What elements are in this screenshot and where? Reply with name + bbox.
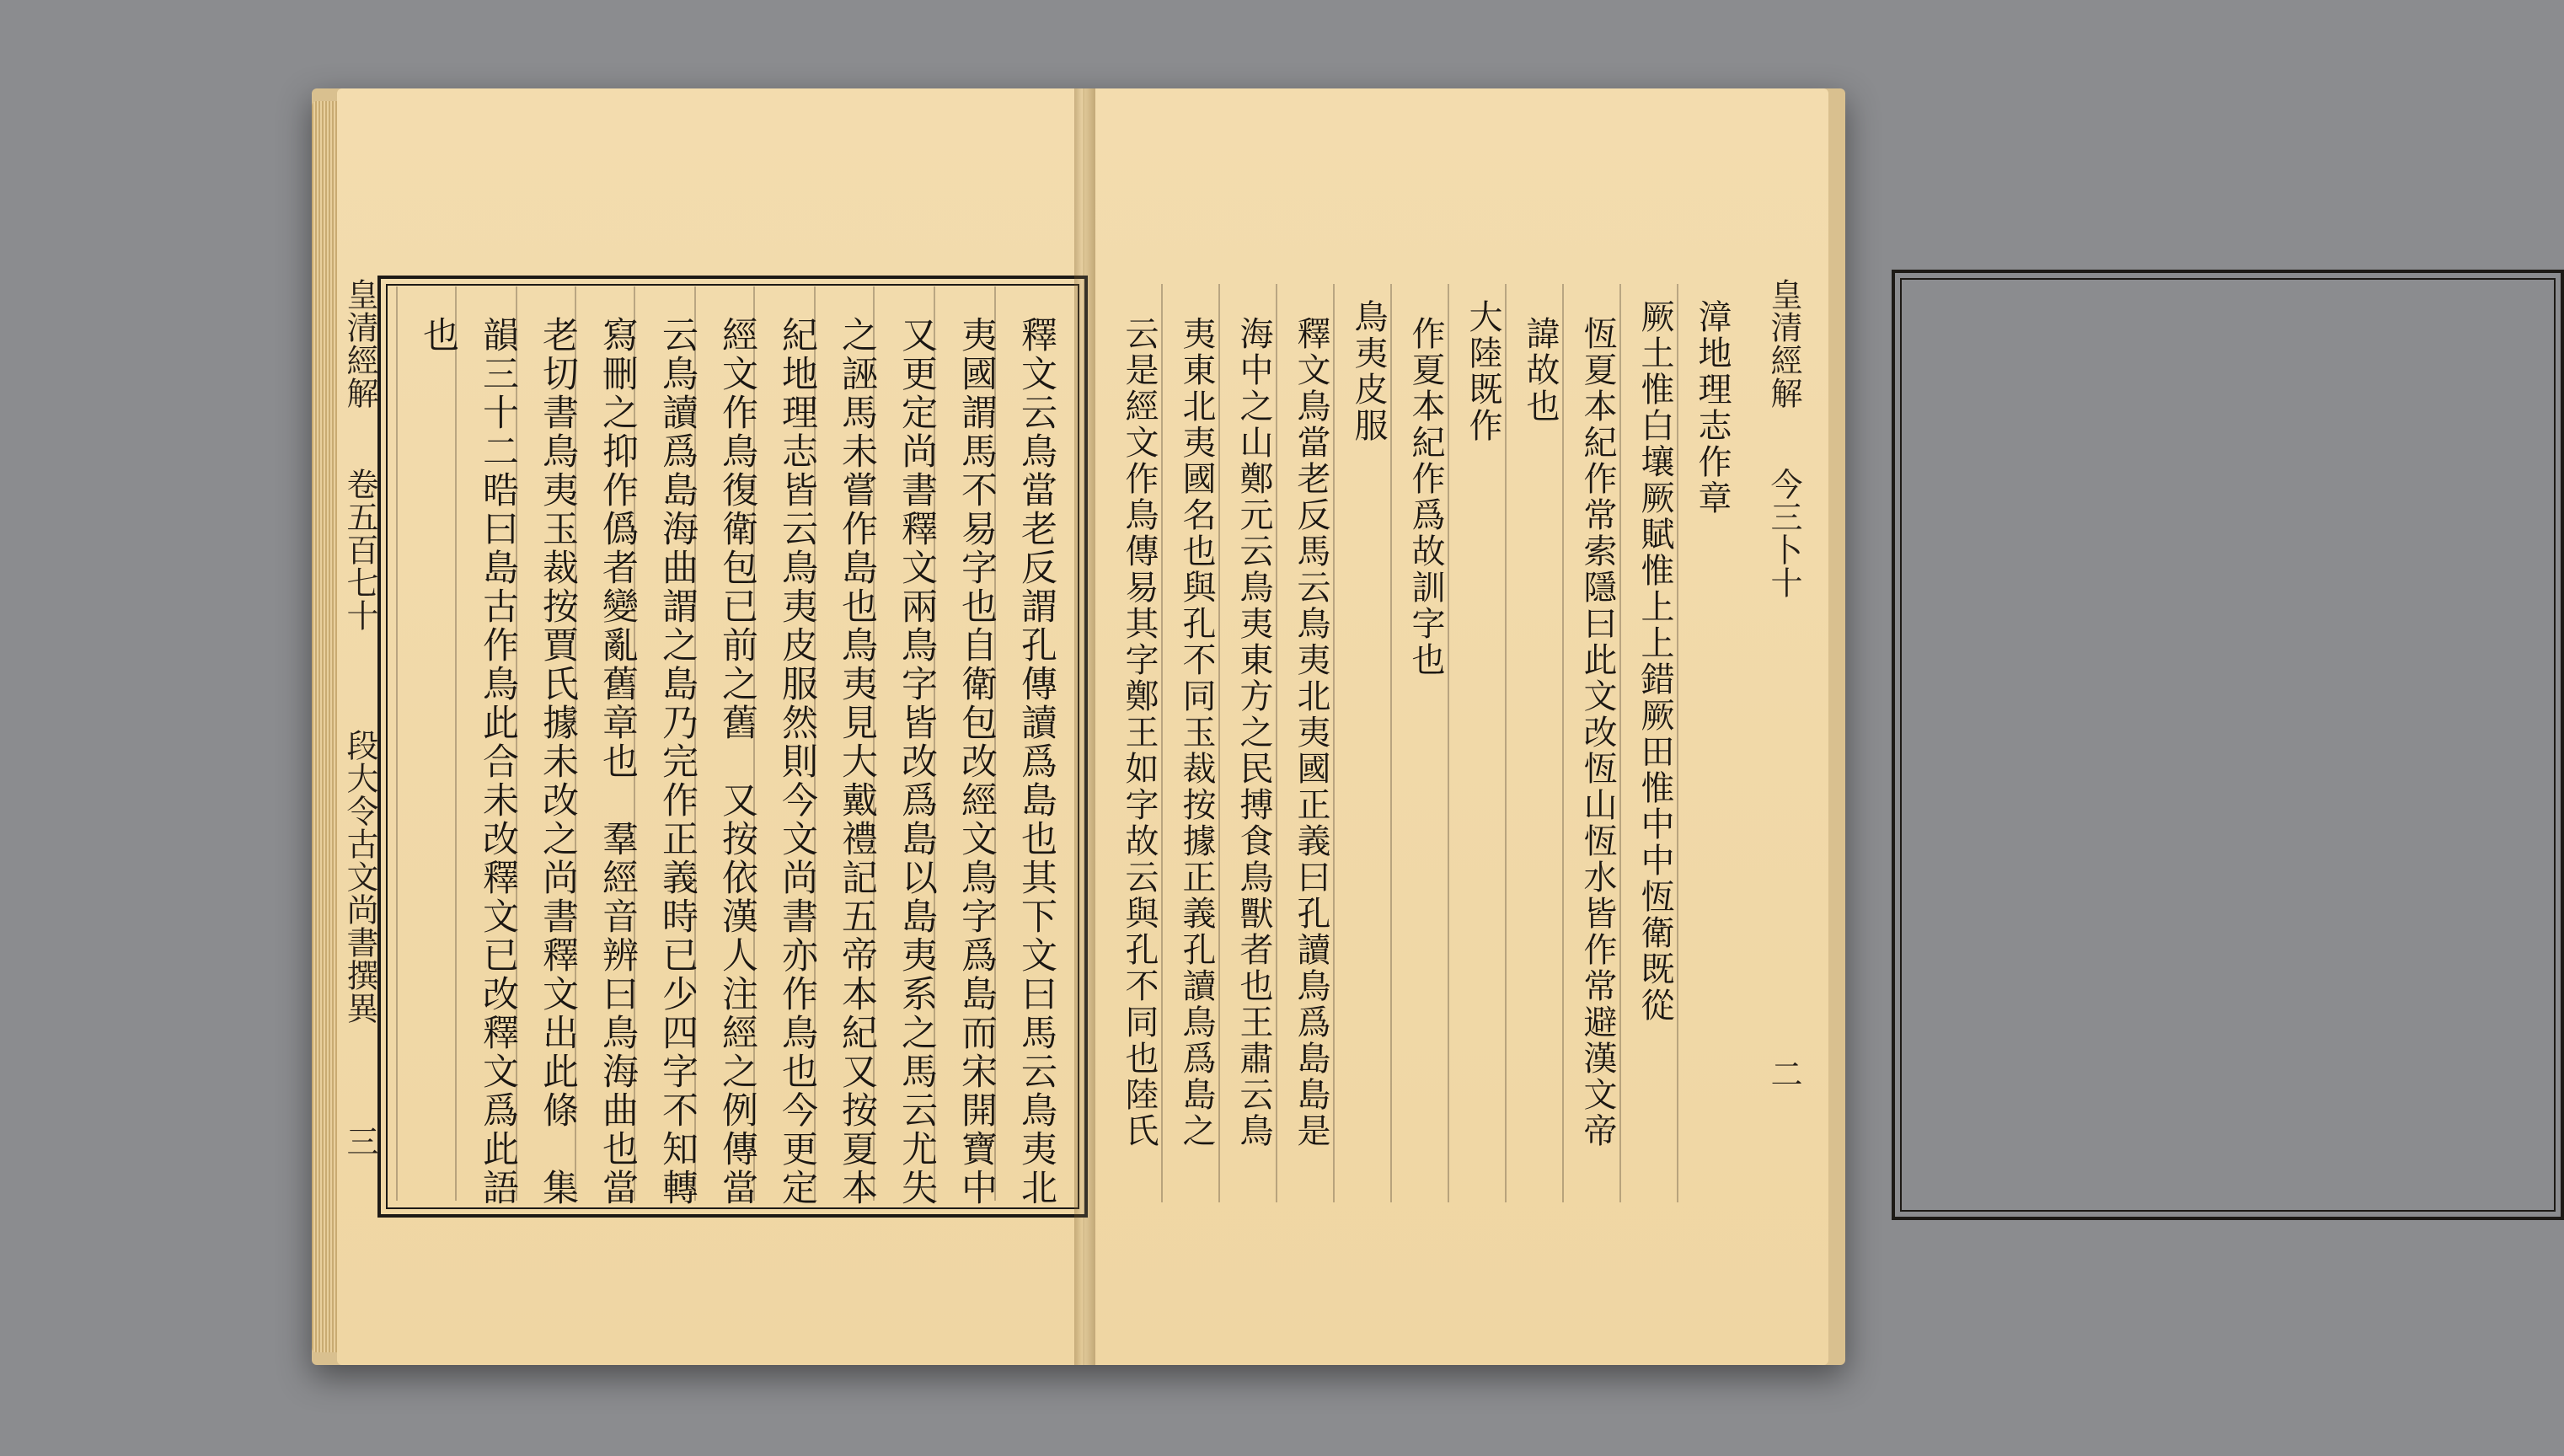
- right-rule: [1562, 284, 1564, 1202]
- left-text-column-8: 寫刪之抑作僞者變亂舊章也 羣經音辨曰鳥海曲也當: [597, 316, 639, 1207]
- right-rule: [1677, 284, 1678, 1202]
- right-text-column-2: 厥土惟白壤厥賦惟上上錯厥田惟中中恆衛既從: [1635, 299, 1674, 1024]
- right-page-frame: [1892, 270, 2564, 1220]
- right-text-column-1: 漳地理志作章: [1693, 299, 1732, 517]
- right-rule: [1619, 284, 1621, 1202]
- right-rule: [1390, 284, 1392, 1202]
- right-rule: [1333, 284, 1335, 1202]
- left-margin-title: 皇清經解: [341, 278, 378, 410]
- left-text-column-10: 韻三十二晧曰島古作鳥此合未改釋文已改釋文爲此語: [477, 316, 519, 1207]
- right-margin-section: 今三卜十: [1765, 468, 1802, 599]
- left-text-column-2: 夷國謂馬不易字也自衛包改經文鳥字爲島而宋開寶中: [955, 316, 998, 1207]
- left-text-column-4: 之誣馬未嘗作島也鳥夷見大戴禮記五帝本紀又按夏本: [836, 316, 878, 1207]
- right-text-column-4: 諱故也: [1521, 316, 1560, 425]
- left-text-column-9: 老切書鳥夷玉裁按賈氏據未改之尚書釋文出此條 集: [537, 316, 579, 1207]
- right-text-column-7: 鳥夷皮服: [1349, 299, 1388, 444]
- right-text-column-8: 釋文鳥當老反馬云鳥夷北夷國正義曰孔讀鳥爲島島是: [1292, 316, 1330, 1149]
- right-text-column-6: 作夏本紀作爲故訓字也: [1406, 316, 1445, 678]
- left-text-column-11: 也: [417, 316, 459, 355]
- left-margin-section: 卷五百七十: [341, 468, 378, 632]
- left-text-column-7: 云鳥讀爲島海曲謂之島乃完作正義時已少四字不知轉: [656, 316, 699, 1207]
- left-text-column-3: 又更定尚書釋文兩鳥字皆改爲島以島夷系之馬云尤失: [896, 316, 938, 1207]
- right-text-column-9: 海中之山鄭元云鳥夷東方之民搏食鳥獸者也王肅云鳥: [1234, 316, 1273, 1149]
- right-rule: [1505, 284, 1507, 1202]
- right-page: [1095, 88, 1828, 1365]
- left-page: [337, 88, 1083, 1365]
- left-text-column-6: 經文作鳥復衛包已前之舊 又按依漢人注經之例傳當: [716, 316, 758, 1207]
- right-rule: [1161, 284, 1163, 1202]
- left-text-column-1: 釋文云鳥當老反謂孔傳讀爲島也其下文曰馬云鳥夷北: [1015, 316, 1057, 1207]
- left-text-column-5: 紀地理志皆云鳥夷皮服然則今文尚書亦作鳥也今更定: [776, 316, 818, 1207]
- right-margin-title: 皇清經解: [1765, 278, 1802, 410]
- right-rule: [1218, 284, 1220, 1202]
- left-margin-book: 段大令古文尚書撰異: [341, 729, 378, 1025]
- left-rule: [396, 286, 398, 1201]
- right-text-column-10: 夷東北夷國名也與孔不同玉裁按據正義孔讀鳥爲島之: [1177, 316, 1216, 1149]
- right-text-column-3: 恆夏本紀作常索隱曰此文改恆山恆水皆作常避漢文帝: [1578, 316, 1617, 1149]
- right-text-column-11: 云是經文作鳥傳易其字鄭王如字故云與孔不同也陸氏: [1120, 316, 1159, 1149]
- open-book: [312, 88, 1845, 1365]
- right-text-column-5: 大陸既作: [1464, 299, 1502, 444]
- right-rule: [1448, 284, 1449, 1202]
- right-rule: [1276, 284, 1277, 1202]
- left-leaf-number: 三: [341, 1125, 378, 1158]
- page-edges: [312, 101, 339, 1352]
- right-leaf-number: 二: [1765, 1057, 1802, 1090]
